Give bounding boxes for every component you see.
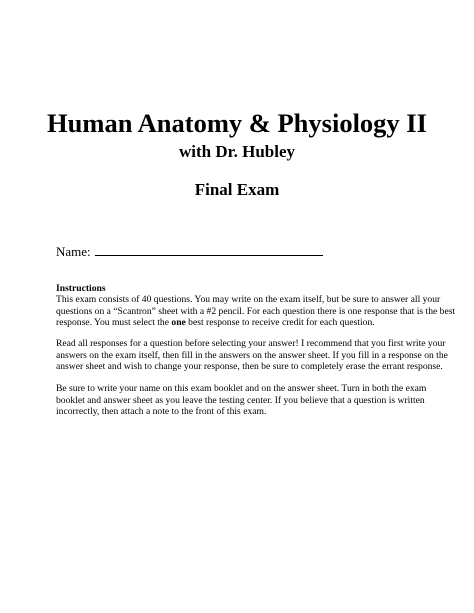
paragraph-line: booklet and answer sheet as you leave the testing center. If you believe that a question is written: [56, 394, 425, 406]
name-label: Name:: [56, 244, 91, 259]
paragraph-line: questions on a “Scantron” sheet with a #2 pencil. For each question there is one response that is the best: [56, 305, 456, 317]
name-blank-line: [95, 244, 323, 256]
paragraph-text: best response to receive credit for each question.: [185, 317, 375, 328]
instructions-heading: Instructions: [56, 283, 106, 294]
instructions-paragraph-1: [56, 294, 456, 329]
emphasis-one: one: [171, 317, 186, 328]
paragraph-line: This exam consists of 40 questions. You may write on the exam itself, but be sure to answer all your: [56, 294, 441, 305]
instructions-paragraph-3: [56, 383, 448, 418]
paragraph-text: response. You must select the: [56, 317, 172, 328]
document-title: Human Anatomy & Physiology II: [47, 108, 427, 138]
paragraph-line: Read all responses for a question before selecting your answer! I recommend that you first write your: [56, 338, 446, 349]
name-field: [56, 244, 323, 260]
paragraph-line: Be sure to write your name on this exam booklet and on the answer sheet. Turn in both the exam: [56, 383, 427, 394]
paragraph-line: answer sheet and wish to change your response, then be sure to completely erase the errant response.: [56, 361, 443, 372]
instructor-subtitle: with Dr. Hubley: [178, 142, 296, 161]
paragraph-line: answers on the exam itself, then fill in the answers on the answer sheet. If you fill in a response on the: [56, 349, 448, 361]
paragraph-line: [56, 317, 448, 329]
instructions-paragraph-2: [56, 338, 448, 373]
exam-title: Final Exam: [194, 180, 280, 199]
paragraph-line: incorrectly, then attach a note to the front of this exam.: [56, 406, 267, 417]
